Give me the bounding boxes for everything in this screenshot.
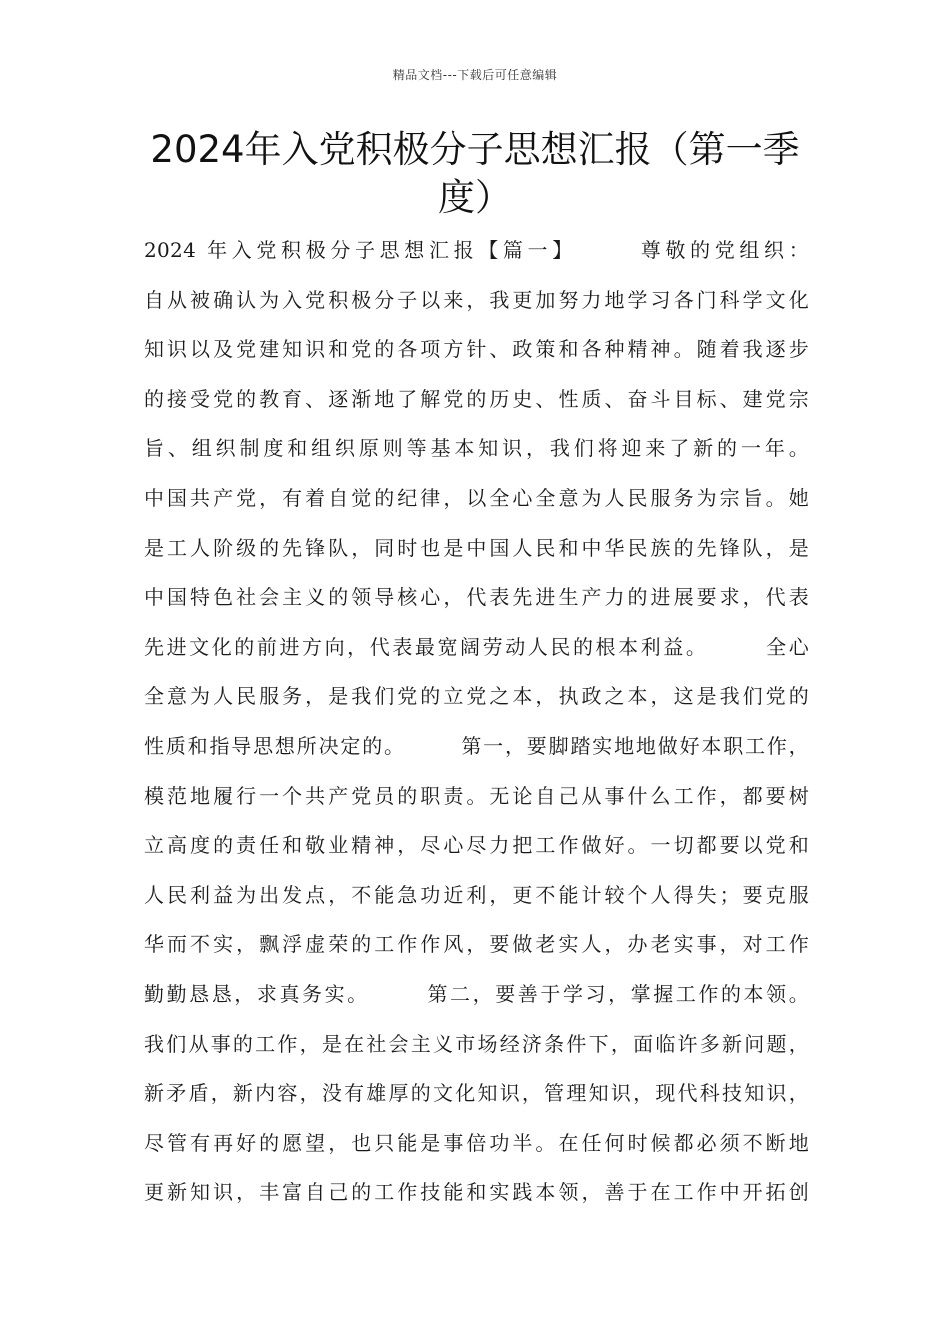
body-line: 旨、组织制度和组织原则等基本知识，我们将迎来了新的一年。	[144, 436, 809, 461]
body-line: 新矛盾，新内容，没有雄厚的文化知识，管理知识，现代科技知识，	[144, 1081, 809, 1106]
body-line: 2024 年入党积极分子思想汇报【篇一】 尊敬的党组织：	[144, 238, 809, 262]
body-line: 性质和指导思想所决定的。 第一，要脚踏实地地做好本职工作，	[144, 733, 809, 758]
body-line: 华而不实，飘浮虚荣的工作作风，要做老实人，办老实事，对工作	[144, 932, 809, 957]
body-line: 尽管有再好的愿望，也只能是事倍功半。在任何时候都必须不断地	[144, 1130, 809, 1155]
body-line: 勤勤恳恳，求真务实。 第二，要善于学习，掌握工作的本领。	[144, 981, 809, 1006]
page-header-watermark: 精品文档---下载后可任意编辑	[392, 68, 558, 82]
body-line: 中国共产党，有着自觉的纪律，以全心全意为人民服务为宗旨。她	[144, 485, 809, 510]
body-line: 更新知识，丰富自己的工作技能和实践本领，善于在工作中开拓创	[144, 1180, 809, 1205]
body-line: 先进文化的前进方向，代表最宽阔劳动人民的根本利益。 全心	[144, 634, 809, 659]
body-line: 全意为人民服务，是我们党的立党之本，执政之本，这是我们党的	[144, 684, 809, 709]
body-line: 模范地履行一个共产党员的职责。无论自己从事什么工作，都要树	[144, 783, 809, 808]
document-title: 2024年入党积极分子思想汇报（第一季度）	[150, 128, 800, 219]
body-line: 是工人阶级的先锋队，同时也是中国人民和中华民族的先锋队，是	[144, 535, 809, 560]
body-line: 中国特色社会主义的领导核心，代表先进生产力的进展要求，代表	[144, 585, 809, 610]
body-line: 自从被确认为入党积极分子以来，我更加努力地学习各门科学文化	[144, 287, 809, 312]
body-line: 立高度的责任和敬业精神，尽心尽力把工作做好。一切都要以党和	[144, 833, 809, 858]
document-body	[144, 232, 809, 1224]
body-line: 我们从事的工作，是在社会主义市场经济条件下，面临许多新问题，	[144, 1031, 809, 1056]
body-line: 知识以及党建知识和党的各项方针、政策和各种精神。随着我逐步	[144, 337, 809, 362]
body-line: 的接受党的教育、逐渐地了解党的历史、性质、奋斗目标、建党宗	[144, 386, 809, 411]
body-line: 人民利益为出发点，不能急功近利，更不能计较个人得失；要克服	[144, 882, 809, 907]
